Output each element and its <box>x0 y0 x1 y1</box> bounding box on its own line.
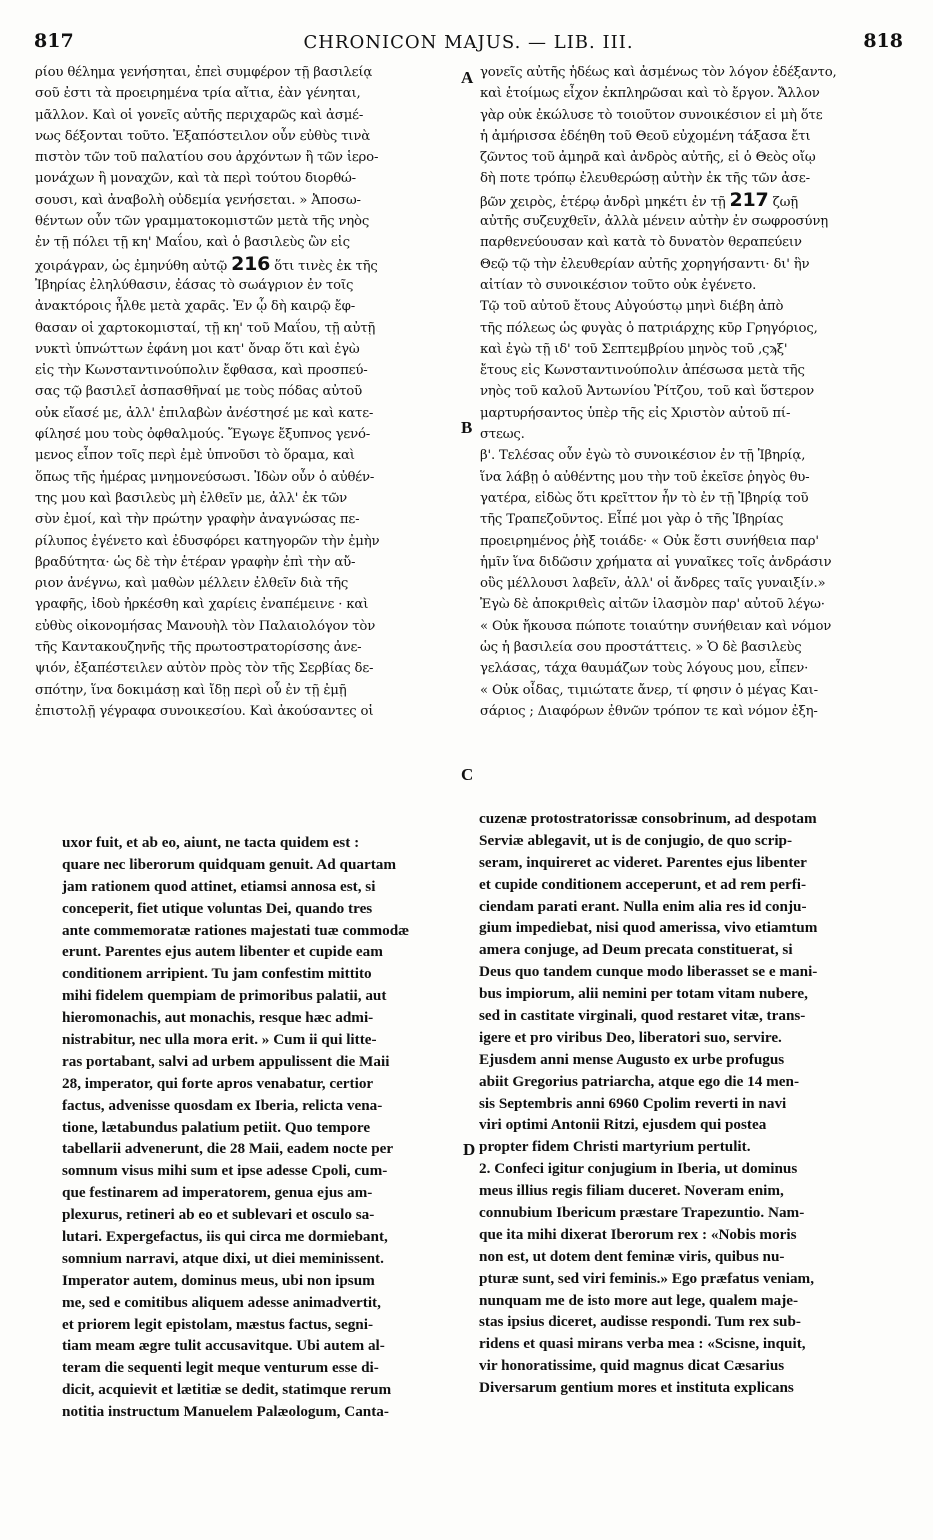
text-line: bus impiorum, alii nemini per totam vitam nubere, <box>479 985 808 1003</box>
text-line: ἡμῖν ἵνα διδῶσιν χρήματα αἱ γυναῖκες τοῖς ἀνδράσιν <box>480 554 832 570</box>
text-line: Ἐγὼ δὲ ἀποκριθεὶς αἰτῶν ἱλασμὸν παρ' αὐτοῦ λέγω· <box>480 597 825 613</box>
text-line: notitia instructum Manuelem Palæologum, Canta- <box>62 1403 389 1421</box>
text-line: πιστὸν τῶν τοῦ παλατίου σου ἀρχόντων ἢ τῶν ἱερο- <box>35 150 379 166</box>
greek-column-left <box>35 62 457 807</box>
text-line: ζῶντος τοῦ ἀμηρᾶ καὶ ἀνδρὸς αὐτῆς, εἰ ὁ Θεὸς οἴῳ <box>480 150 816 166</box>
text-line: quare nec liberorum quidquam genuit. Ad quartam <box>62 855 397 873</box>
greek-left-line-216 <box>35 254 457 275</box>
text-line: uxor fuit, et ab eo, aiunt, ne tacta quidem est : <box>62 834 360 851</box>
text-line: me, sed e comitibus aliquem adesse animadvertit, <box>62 1293 381 1311</box>
page-break-number-217: 217 <box>729 189 769 211</box>
text-line: ἐν τῇ πόλει τῇ κη' Μαΐου, καὶ ὁ βασιλεὺς ὢν εἰς <box>35 235 350 251</box>
text-line: ἐπιστολῇ γέγραφα συνοικεσίου. Καὶ ἀκούσαντες οἱ <box>35 703 374 719</box>
text-line: dicit, acquievit et lætitiæ se dedit, statimque rerum <box>62 1381 392 1399</box>
text-line: « Οὐκ οἶδας, τιμιώτατε ἄνερ, τί φησιν ὁ μέγας Και- <box>480 682 818 698</box>
text-line: της μου καὶ βασιλεὺς μὴ ἐλθεῖν με, ἀλλ' ἐκ τῶν <box>35 490 347 506</box>
text-line: cuzenæ protostratorissæ consobrinum, ad despotam <box>479 810 817 827</box>
text-line: Imperator autem, dominus meus, ubi non ipsum <box>62 1271 375 1289</box>
text-line: ὡς ἡ βασιλεία σου προστάττεις. » Ὁ δὲ βασιλεὺς <box>480 640 802 656</box>
text-line: β'. Τελέσας οὖν ἐγὼ τὸ συνοικέσιον ἐν τῇ Ἰβηρίᾳ, <box>480 448 806 464</box>
text-line: sed in castitate virginali, quod restaret vitæ, trans- <box>479 1007 806 1025</box>
text-line: propter fidem Christi martyrium pertulit. <box>479 1138 751 1156</box>
text-line: ras portabant, salvi ad urbem appulissent die Maii <box>62 1052 390 1070</box>
text-line: αἰτίαν τὸ συνοικέσιον τοῦτο οὐκ ἐγένετο. <box>480 277 757 293</box>
text-line: seram, inquireret ac videret. Parentes ejus libenter <box>479 853 807 871</box>
text-line: σας τῷ βασιλεῖ ἀσπασθῆναί με τοὺς πόδας αὐτοῦ <box>35 384 362 400</box>
left-page-number: 817 <box>34 30 74 52</box>
line-216-before: χοιράγραν, ὡς ἐμηνύθη αὐτῷ <box>35 258 232 274</box>
text-line: αὐτῆς συζευχθεῖν, ἀλλὰ μένειν αὐτὴν ἐν σωφροσύνῃ <box>480 214 828 230</box>
text-line: mihi fidelem quempiam de primoribus palatii, aut <box>62 987 387 1005</box>
text-line: amera conjuge, ad Deum precata constituerat, si <box>479 941 793 959</box>
text-line: sis Septembris anni 6960 Cpolim reverti in navi <box>479 1094 787 1112</box>
text-line: σπότην, ἵνα δοκιμάσῃ καὶ ἴδῃ περὶ οὗ ἐν τῇ ἐμῇ <box>35 682 347 698</box>
text-line: Θεῷ τῷ τὴν ἐλευθερίαν αὐτῆς χορηγήσαντι· δι' ἣν <box>480 256 810 272</box>
text-line: εὐθὺς οἰκονομήσας Μανουὴλ τὸν Παλαιολόγον τὸν <box>35 618 376 634</box>
text-line: ἔτους εἰς Κωνσταντινούπολιν ἀπέσωσα μετὰ τῆς <box>480 363 805 379</box>
text-line: 28, imperator, qui forte apros venabatur, certior <box>62 1074 374 1092</box>
greek-left-lines-b <box>35 275 457 722</box>
text-line: βραδύτητα· ὡς δὲ τὴν ἑτέραν γραφὴν ἐπὶ τὴν αὔ- <box>35 554 356 570</box>
text-line: ἀνακτόροις ἦλθε μετὰ χαρᾶς. Ἐν ᾧ δὴ καιρῷ ἔφ- <box>35 299 356 315</box>
section-marker-b: B <box>461 418 473 437</box>
text-line: hieromonachis, aut monachis, resque hæc admi- <box>62 1009 374 1027</box>
text-line: δὴ ποτε τρόπῳ ἐλευθερώσῃ αὐτὴν ἐκ τῆς τῶν ἀσε- <box>480 171 810 187</box>
text-line: τῆς πόλεως ὡς φυγὰς ὁ πατριάρχης κῦρ Γρηγόριος, <box>480 320 818 336</box>
text-line: οὐκ εἴασέ με, ἀλλ' ἐπιλαβὼν ἀνέστησέ με καὶ κατε- <box>35 405 374 421</box>
text-line: conceperit, fiet utique voluntas Dei, quando tres <box>62 899 373 917</box>
text-line: προειρημένος ῥὴξ τοιάδε· « Οὐκ ἔστι συνήθεια παρ' <box>480 533 819 549</box>
text-line: et cupide conditionem acceperunt, et ad rem perfi- <box>479 875 807 893</box>
greek-left-lines-a <box>35 62 457 254</box>
text-line: ρίου θέλημα γενήσηται, ἐπεὶ συμφέρον τῇ βασιλείᾳ <box>35 65 373 80</box>
text-line: 2. Confeci igitur conjugium in Iberia, ut dominus <box>479 1160 798 1178</box>
text-line: ψιόν, ἐξαπέστειλεν αὐτὸν πρὸς τὸν τῆς Σερβίας δε- <box>35 661 374 677</box>
running-title: CHRONICON MAJUS. — LIB. III. <box>303 32 634 53</box>
text-line: νυκτὶ ὑπνώττων ἐφάνη μοι κατ' ὄναρ ὅτι καὶ ἐγὼ <box>35 341 360 357</box>
text-line: factus, advenisse quosdam ex Iberia, relicta vena- <box>62 1096 383 1114</box>
section-marker-c: C <box>461 765 474 784</box>
text-line: tiam meam ægre tulit accusavitque. Ubi autem al- <box>62 1337 385 1355</box>
text-line: connubium Ibericum præstare Trapezuntio. Nam- <box>479 1204 805 1222</box>
text-line: somnium narravi, atque dixi, ut diei meminissent. <box>62 1249 384 1267</box>
text-line: παρθενεύουσαν καὶ κατὰ τὸ δυνατὸν θεραπεύειν <box>480 235 802 251</box>
text-line: abiit Gregorius patriarcha, atque ego die 14 men- <box>479 1072 800 1090</box>
text-line: lutari. Expergefactus, iis qui circa me dormiebant, <box>62 1228 388 1246</box>
text-line: σὺν ἐμοί, καὶ τὴν πρώτην γραφὴν ἀναγνώσας πε- <box>35 512 360 528</box>
line-216-after: ὅτι τινὲς ἐκ τῆς <box>270 258 378 274</box>
text-line: γὰρ οὐκ ἐκώλυσε τὸ τοιοῦτον συνοικέσιον εἰ μὴ ὅτε <box>480 107 823 123</box>
text-line: plexurus, retineri ab eo et sublevari et osculo sa- <box>62 1206 375 1224</box>
text-line: μενος εἶπον τοῖς περὶ ἐμὲ ὑπνοῦσι τὸ ὅραμα, καὶ <box>35 448 355 464</box>
text-line: θέντων οὖν τῶν γραμματοκομιστῶν μετὰ τῆς νηὸς <box>35 214 370 230</box>
latin-column-right <box>479 808 901 1524</box>
text-line: τῆς Τραπεζοῦντος. Εἶπέ μοι γὰρ ὁ τῆς Ἰβηρίας <box>480 512 784 528</box>
text-line: Serviæ ablegavit, ut is de conjugio, de quo scrip- <box>479 831 793 849</box>
text-line: ridens et quasi mirans verba mea : «Scisne, inquit, <box>479 1335 806 1353</box>
text-line: στεως. <box>480 427 525 443</box>
latin-right-lines <box>479 808 901 1399</box>
greek-right-lines-b <box>480 211 900 722</box>
text-line: vir honoratissime, quid magnus dicat Cæsarius <box>479 1357 785 1375</box>
text-line: γραφῆς, ἰδοὺ ἠρκέσθη καὶ χαρίεις ἐναπέμεινε · καὶ <box>35 597 369 613</box>
text-line: igere et pro viribus Deo, liberatori suo, servire. <box>479 1028 782 1046</box>
text-line: non est, ut dotem dent feminæ viris, quibus nu- <box>479 1247 785 1265</box>
text-line: jam rationem quod attinet, etiamsi annosa est, si <box>62 877 376 895</box>
text-line: tabellarii advenerunt, die 28 Maii, eadem nocte per <box>62 1140 394 1158</box>
text-line: καὶ ἑτοίμως εἶχον ἐκπληρῶσαι καὶ τὸ ἔργον. Ἄλλον <box>480 86 820 102</box>
text-line: γελάσας, τάχα θαυμάζων τοὺς λόγους μου, εἶπεν· <box>480 661 809 677</box>
text-line: γονεῖς αὐτῆς ἡδέως καὶ ἀσμένως τὸν λόγον ἐδέξαντο, <box>480 65 837 80</box>
text-line: erunt. Parentes ejus autem libenter et cupide eam <box>62 943 383 961</box>
text-line: Ejusdem anni mense Augusto ex urbe profugus <box>479 1050 785 1068</box>
text-line: γατέρα, εἰδὼς ὅτι κρεῖττον ἦν τὸ ἐν τῇ Ἰβηρίᾳ τοῦ <box>480 490 809 506</box>
text-line: εἰς τὴν Κωνσταντινούπολιν ἔφθασα, καὶ προσπεύ- <box>35 363 368 379</box>
greek-right-lines-a <box>480 62 900 190</box>
text-line: ριον ἀνέγνω, καὶ μαθὼν μέλλειν ἐλθεῖν διὰ τῆς <box>35 576 349 592</box>
greek-right-line-217 <box>480 190 900 211</box>
text-line: somnum visus mihi sum et ipse adesse Cpoli, cum- <box>62 1162 388 1180</box>
text-line: μαρτυρήσαντος ὑπὲρ τῆς εἰς Χριστὸν αὐτοῦ πί- <box>480 405 791 421</box>
text-line: teram die sequenti legit meque venturum esse di- <box>62 1359 379 1377</box>
text-line: que festinarem ad imperatorem, genua ejus am- <box>62 1184 373 1202</box>
text-line: σουσι, καὶ ἀναβολὴ οὐδεμία γενήσεται. » Ἀποσω- <box>35 192 361 208</box>
text-line: Ἰβηρίας ἐληλύθασιν, ἐάσας τὸ σωάγριον ἐν τοῖς <box>35 277 354 293</box>
text-line: φίλησέ μου τοὺς ὀφθαλμούς. Ἔγωγε ἔξυπνος γενό- <box>35 427 371 443</box>
latin-column-left <box>62 832 459 1522</box>
text-line: νως δέξονται τοῦτο. Ἐξαπόστειλον οὖν εὐθὺς τινὰ <box>35 128 370 144</box>
text-line: Deus quo tandem cunque modo liberasset se e mani- <box>479 963 818 981</box>
text-line: conditionem arripient. Tu jam confestim mittito <box>62 965 372 983</box>
text-line: καὶ ἐγὼ τῇ ιδ' τοῦ Σεπτεμβρίου μηνὸς τοῦ ‚ςϡξ' <box>480 341 788 357</box>
line-217-after: ζωῇ <box>768 194 799 210</box>
text-line: pturæ sunt, sed viri feminis.» Ego præfatus veniam, <box>479 1269 814 1287</box>
running-header <box>34 30 903 58</box>
line-217-before: βῶν χειρὸς, ἑτέρῳ ἀνδρὶ μηκέτι ἐν τῇ <box>480 194 730 210</box>
text-line: ρίλυπος ἐγένετο καὶ ἐδυσφόρει κατηγορῶν τὴν ἐμὴν <box>35 533 380 549</box>
text-line: μᾶλλον. Καὶ οἱ γονεῖς αὐτῆς περιχαρῶς καὶ ἀσμέ- <box>35 107 364 123</box>
text-line: « Οὐκ ἤκουσα πώποτε τοιαύτην συνήθειαν καὶ νόμον <box>480 618 832 634</box>
text-line: ὅπως τῆς ἡμέρας μνημονεύσωσι. Ἰδὼν οὖν ὁ αὐθέν- <box>35 469 375 485</box>
text-line: σάριος ; Διαφόρων ἐθνῶν τρόπον τε καὶ νόμον ἐξη- <box>480 703 818 719</box>
text-line: et priorem legit epistolam, mæstus factus, segni- <box>62 1315 374 1333</box>
page-break-number-216: 216 <box>231 253 271 275</box>
section-marker-d: D <box>463 1140 476 1159</box>
right-page-number: 818 <box>863 30 903 52</box>
text-line: μονάχων ἢ μοναχῶν, καὶ τὰ περὶ τούτου διορθώ- <box>35 171 356 187</box>
section-marker-a: A <box>461 68 474 87</box>
text-line: ἡ ἀμήρισσα ἐδέηθη τοῦ Θεοῦ εὐχομένη τάξασα ἔτι <box>480 128 811 144</box>
text-line: viri optimi Antonii Ritzi, ejusdem qui postea <box>479 1116 767 1134</box>
text-line: Τῷ τοῦ αὐτοῦ ἔτους Αὐγούστῳ μηνὶ διέβη ἀπὸ <box>480 299 784 315</box>
text-line: ante commemoratæ rationes majestati tuæ commodæ <box>62 921 410 939</box>
text-line: gium impediebat, nisi quod amerissa, vivo etiamtum <box>479 919 818 937</box>
text-line: τῆς Καντακουζηνῆς τῆς πρωτοστρατορίσσης ἀνε- <box>35 640 362 656</box>
greek-column-right <box>480 62 900 807</box>
text-line: que ita mihi dixerat Iberorum rex : «Nobis moris <box>479 1225 797 1243</box>
text-line: οὓς μέλλουσι λαβεῖν, ἀλλ' οἱ ἄνδρες ταῖς γυναιξίν.» <box>480 576 826 592</box>
text-line: stas ipsius diceret, audisse respondi. Tum rex sub- <box>479 1313 801 1331</box>
text-line: ciendam parati erant. Nulla enim alia res id conju- <box>479 897 807 915</box>
text-line: nistrabitur, nec ulla mora erit. » Cum ii qui litte- <box>62 1031 377 1049</box>
text-line: nunquam me de isto more aut lege, qualem maje- <box>479 1291 799 1309</box>
text-line: σοῦ ἐστι τὰ προειρημένα τρία αἴτια, ἐὰν γένηται, <box>35 86 361 102</box>
text-line: ἵνα λάβῃ ὁ αὐθέντης μου τὴν τοῦ ἐκεῖσε ῥηγὸς θυ- <box>480 469 810 485</box>
text-line: meus illius regis filiam duceret. Noveram enim, <box>479 1182 784 1200</box>
latin-left-lines <box>62 832 459 1423</box>
text-line: θασαν οἱ χαρτοκομισταί, τῇ κη' τοῦ Μαΐου, τῇ αὐτῇ <box>35 320 376 336</box>
text-line: Diversarum gentium mores et instituta explicans <box>479 1379 794 1397</box>
text-line: tione, lætabundus palatium petiit. Quo tempore <box>62 1118 371 1136</box>
text-line: νηὸς τοῦ καλοῦ Ἀντωνίου Ῥίτζου, τοῦ καὶ ὕστερον <box>480 384 815 400</box>
